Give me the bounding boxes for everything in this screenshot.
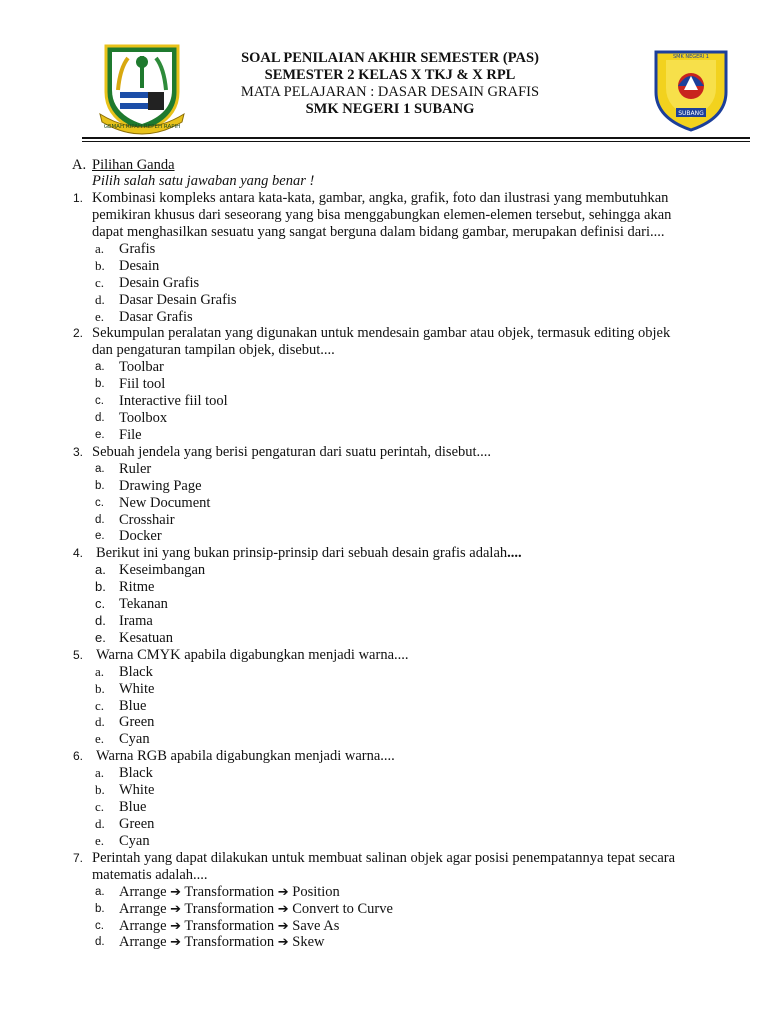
question-5 <box>0 647 768 664</box>
menu-path-step: Skew <box>292 934 325 951</box>
option-1a <box>0 241 768 258</box>
option-3d <box>0 512 768 529</box>
option-4b <box>0 579 768 596</box>
option-5c <box>0 698 768 715</box>
option-7b <box>0 901 768 918</box>
question-number: 5. <box>73 647 84 662</box>
option-letter: b. <box>95 579 106 595</box>
option-text: Desain Grafis <box>119 274 200 291</box>
option-text: Black <box>119 663 153 680</box>
menu-path-step: Transformation <box>184 917 275 934</box>
header-divider-thin <box>82 141 750 142</box>
arrow-right-icon: ➔ <box>170 884 182 900</box>
option-letter: a. <box>95 765 105 781</box>
menu-path-step: Arrange <box>119 900 167 917</box>
option-4e <box>0 630 768 647</box>
option-text: Dasar Grafis <box>119 308 193 325</box>
option-6d <box>0 816 768 833</box>
header-line-4: SMK NEGERI 1 SUBANG <box>305 101 475 117</box>
right-logo-top-text: SMK NEGERI 1 <box>672 54 710 60</box>
section-title: Pilihan Ganda <box>92 157 175 173</box>
arrow-right-icon: ➔ <box>277 884 289 900</box>
header-divider-thick <box>82 137 750 139</box>
option-text: Docker <box>119 528 162 545</box>
header-text-block <box>190 50 590 118</box>
option-1b <box>0 258 768 275</box>
option-letter: a. <box>95 562 106 578</box>
option-3e <box>0 528 768 545</box>
option-letter: b. <box>95 680 105 696</box>
option-text: Black <box>119 765 153 782</box>
option-letter: c. <box>95 919 104 932</box>
option-text: Tekanan <box>119 596 168 613</box>
option-letter: d. <box>95 714 105 730</box>
option-text: Dasar Desain Grafis <box>119 291 237 308</box>
question-text: Kombinasi kompleks antara kata-kata, gambar, angka, grafik, foto dan ilustrasi yang membutuhkan pemikiran khusus dari seseorang yang bisa menggabungkan elemen-elemen tersebut, sehingga akan dapat menghasilkan sesuatu yang sangat berguna dalam bidang gambar, merupakan definisi dari.... <box>92 190 672 240</box>
question-text-ellipsis: .... <box>507 545 522 562</box>
option-letter: b. <box>95 902 105 915</box>
option-letter: b. <box>95 479 105 492</box>
option-3b <box>0 478 768 495</box>
question-number: 3. <box>73 444 84 459</box>
question-3 <box>0 444 768 461</box>
option-letter: c. <box>95 596 106 612</box>
option-5d <box>0 714 768 731</box>
option-1d <box>0 292 768 309</box>
question-6 <box>0 748 768 765</box>
option-text: Blue <box>119 697 147 714</box>
option-letter: c. <box>95 395 104 408</box>
arrow-right-icon: ➔ <box>170 901 182 917</box>
option-text: Ruler <box>119 460 152 477</box>
option-text: Desain <box>119 257 160 274</box>
option-7c <box>0 918 768 935</box>
option-2c <box>0 393 768 410</box>
option-letter: e. <box>95 308 105 324</box>
option-text: Crosshair <box>119 511 175 528</box>
question-text: Warna CMYK apabila digabungkan menjadi warna.... <box>96 646 409 663</box>
option-text: Cyan <box>119 731 150 748</box>
header-line-2: SEMESTER 2 KELAS X TKJ & X RPL <box>264 67 516 83</box>
option-letter: b. <box>95 378 105 391</box>
option-6b <box>0 782 768 799</box>
option-text: Toolbar <box>119 359 164 376</box>
option-text: Grafis <box>119 241 156 257</box>
option-letter: d. <box>95 291 105 307</box>
option-letter: d. <box>95 613 106 629</box>
option-text: Green <box>119 815 155 832</box>
menu-path-step: Transformation <box>184 934 275 951</box>
question-number: 4. <box>73 546 84 561</box>
option-text <box>119 934 325 952</box>
menu-path-step: Transformation <box>184 883 275 900</box>
question-text: Perintah yang dapat dilakukan untuk membuat salinan objek agar posisi penempatannya tepat secara matematis adalah.... <box>92 849 676 883</box>
west-java-emblem-logo <box>98 40 186 136</box>
menu-path-step: Arrange <box>119 883 167 900</box>
option-letter: e. <box>95 832 105 848</box>
question-text: Sebuah jendela yang berisi pengaturan dari suatu perintah, disebut.... <box>92 443 492 460</box>
arrow-right-icon: ➔ <box>170 935 182 951</box>
option-letter: d. <box>95 513 105 526</box>
arrow-right-icon: ➔ <box>277 935 289 951</box>
option-2d <box>0 410 768 427</box>
option-text: Toolbox <box>119 410 168 427</box>
option-text: Fiil tool <box>119 376 166 393</box>
question-number: 2. <box>73 326 84 341</box>
option-text: White <box>119 782 155 799</box>
option-letter: e. <box>95 629 106 645</box>
option-2e <box>0 427 768 444</box>
question-text <box>0 545 694 562</box>
document-header <box>0 0 768 150</box>
option-5a <box>0 664 768 681</box>
option-letter: c. <box>95 799 105 815</box>
menu-path-step: Save As <box>292 917 340 934</box>
option-3a <box>0 461 768 478</box>
option-text: Keseimbangan <box>119 562 206 579</box>
option-text: Blue <box>119 799 147 816</box>
option-4d <box>0 613 768 630</box>
option-text: New Document <box>119 494 211 511</box>
option-text: Interactive fiil tool <box>119 393 228 410</box>
menu-path-step: Arrange <box>119 917 167 934</box>
option-text: Drawing Page <box>119 477 202 494</box>
option-text: Green <box>119 714 155 731</box>
option-text: Ritme <box>119 579 155 596</box>
question-4 <box>0 545 768 562</box>
option-letter: a. <box>95 361 105 374</box>
option-letter: a. <box>95 885 105 898</box>
option-6a <box>0 765 768 782</box>
option-4c <box>0 596 768 613</box>
option-1e <box>0 309 768 326</box>
question-text: Sekumpulan peralatan yang digunakan untuk mendesain gambar atau objek, termasuk editing objek dan pengaturan tampilan objek, disebut.... <box>92 325 671 359</box>
option-letter: d. <box>95 815 105 831</box>
exam-content <box>0 157 768 951</box>
option-4a <box>0 562 768 579</box>
option-letter: a. <box>95 462 105 475</box>
menu-path-step: Position <box>292 883 340 900</box>
menu-path-step: Arrange <box>119 934 167 951</box>
option-letter: e. <box>95 429 105 442</box>
option-text: Irama <box>119 613 153 630</box>
option-text: File <box>119 427 142 444</box>
option-1c <box>0 275 768 292</box>
question-2 <box>0 325 768 359</box>
option-letter: b. <box>95 257 105 273</box>
option-letter: a. <box>95 663 105 679</box>
option-2b <box>0 376 768 393</box>
option-6e <box>0 833 768 850</box>
option-letter: d. <box>95 936 105 949</box>
question-number: 1. <box>73 191 84 205</box>
option-text: White <box>119 680 155 697</box>
option-text <box>119 884 340 902</box>
header-line-3: MATA PELAJARAN : DASAR DESAIN GRAFIS <box>240 84 540 100</box>
arrow-right-icon: ➔ <box>277 918 289 934</box>
question-text-main: Berikut ini yang bukan prinsip-prinsip dari sebuah desain grafis adalah <box>96 545 508 562</box>
section-instruction: Pilih salah satu jawaban yang benar ! <box>92 173 315 189</box>
question-1 <box>0 190 768 241</box>
smkn1-subang-logo <box>652 46 730 132</box>
menu-path-step: Convert to Curve <box>292 900 393 917</box>
option-7a <box>0 884 768 901</box>
option-letter: e. <box>95 731 105 747</box>
option-text: Cyan <box>119 832 150 849</box>
option-text <box>119 918 339 936</box>
option-3c <box>0 495 768 512</box>
option-letter: c. <box>95 496 104 509</box>
left-logo-motto: GEMAH RIPAH REPEH RAPIH <box>103 124 181 130</box>
option-2a <box>0 359 768 376</box>
right-logo-bottom-text: SUBANG <box>678 110 704 117</box>
arrow-right-icon: ➔ <box>277 901 289 917</box>
option-letter: a. <box>95 241 105 256</box>
option-letter: b. <box>95 782 105 798</box>
option-7d <box>0 934 768 951</box>
option-letter: e. <box>95 530 105 543</box>
option-letter: c. <box>95 697 105 713</box>
header-line-1: SOAL PENILAIAN AKHIR SEMESTER (PAS) <box>241 50 539 66</box>
option-letter: c. <box>95 274 105 290</box>
question-7 <box>0 850 768 884</box>
option-5e <box>0 731 768 748</box>
option-letter: d. <box>95 412 105 425</box>
question-number: 7. <box>73 850 84 865</box>
option-text <box>119 901 393 919</box>
section-letter: A. <box>72 157 87 173</box>
option-text: Kesatuan <box>119 629 173 646</box>
section-heading <box>0 157 768 173</box>
arrow-right-icon: ➔ <box>170 918 182 934</box>
question-number: 6. <box>73 749 84 764</box>
option-5b <box>0 681 768 698</box>
menu-path-step: Transformation <box>184 900 275 917</box>
option-6c <box>0 799 768 816</box>
question-text: Warna RGB apabila digabungkan menjadi warna.... <box>96 748 395 765</box>
